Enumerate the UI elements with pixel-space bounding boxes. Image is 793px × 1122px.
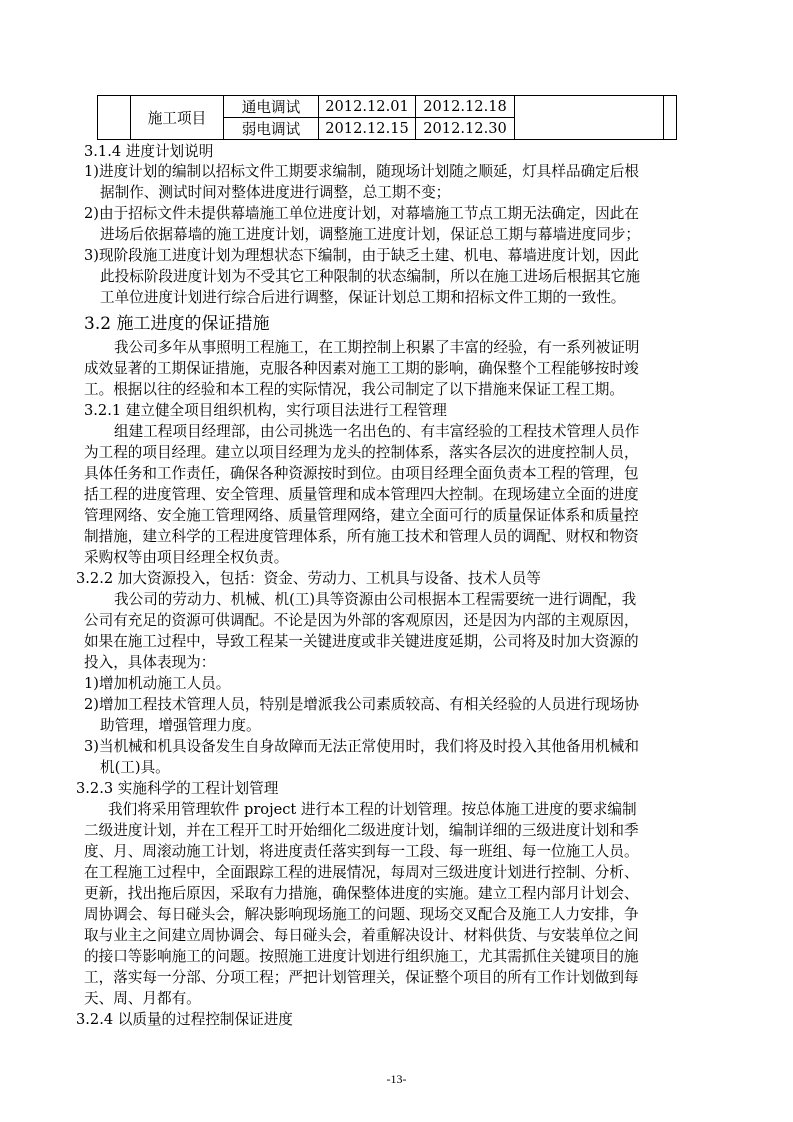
paragraph-line: 我公司多年从事照明工程施工，在工期控制上积累了丰富的经验，有一系列被证明 bbox=[114, 339, 640, 356]
section-heading-3-2-2: 3.2.2 加大资源投入，包括：资金、劳动力、工机具与设备、技术人员等 bbox=[76, 570, 541, 587]
paragraph-line: 成效显著的工期保证措施，克服各种因素对施工工期的影响，确保整个工程能够按时竣 bbox=[84, 360, 639, 377]
schedule-table bbox=[97, 95, 677, 140]
paragraph-line: 周协调会、每日碰头会，解决影响现场施工的问题、现场交叉配合及施工人力安排，争 bbox=[84, 906, 639, 923]
paragraph-line: 投入，具体表现为： bbox=[84, 654, 216, 671]
list-item: 2)增加工程技术管理人员，特别是增派我公司素质较高、有相关经验的人员进行现场协 bbox=[84, 696, 639, 713]
paragraph-line: 工单位进度计划进行综合后进行调整，保证计划总工期和招标文件工期的一致性。 bbox=[100, 289, 626, 306]
table-cell-blank bbox=[515, 96, 664, 140]
table-cell-item: 通电调试 bbox=[224, 96, 319, 118]
list-item: 3)当机械和机具设备发生自身故障而无法正常使用时，我们将及时投入其他备用机械和 bbox=[84, 738, 639, 755]
table-cell-category: 施工项目 bbox=[131, 96, 224, 140]
paragraph-line: 更新，找出拖后原因，采取有力措施，确保整体进度的实施。建立工程内部月计划会、 bbox=[84, 885, 639, 902]
table-cell-start: 2012.12.15 bbox=[319, 118, 416, 140]
paragraph-line: 括工程的进度管理、安全管理、质量管理和成本管理四大控制。在现场建立全面的进度 bbox=[84, 486, 639, 503]
list-item-continuation: 机(工)具。 bbox=[100, 759, 170, 776]
paragraph-line: 为工程的项目经理。建立以项目经理为龙头的控制体系，落实各层次的进度控制人员， bbox=[84, 444, 639, 461]
paragraph-line: 管理网络、安全施工管理网络、质量管理网络，建立全面可行的质量保证体系和质量控 bbox=[84, 507, 639, 524]
paragraph-line: 此投标阶段进度计划为不受其它工种限制的状态编制，所以在施工进场后根据其它施 bbox=[100, 268, 640, 285]
list-item-continuation: 助管理，增强管理力度。 bbox=[100, 717, 261, 734]
section-heading-3-1-4: 3.1.4 进度计划说明 bbox=[84, 143, 214, 160]
paragraph-line: 度、月、周滚动施工计划，将进度责任落实到每一工段、每一班组、每一位施工人员。 bbox=[84, 843, 639, 860]
paragraph-line: 2)由于招标文件未提供幕墙施工单位进度计划，对幕墙施工节点工期无法确定，因此在 bbox=[84, 205, 639, 222]
page-number: -13- bbox=[386, 1072, 407, 1086]
section-heading-3-2-1: 3.2.1 建立健全项目组织机构，实行项目法进行工程管理 bbox=[84, 402, 447, 419]
paragraph-line: 具体任务和工作责任，确保各种资源按时到位。由项目经理全面负责本工程的管理，包 bbox=[84, 465, 639, 482]
paragraph-line: 工，落实每一分部、分项工程；严把计划管理关，保证整个项目的所有工作计划做到每 bbox=[84, 969, 639, 986]
paragraph-line: 进场后依据幕墙的施工进度计划，调整施工进度计划，保证总工期与幕墙进度同步； bbox=[100, 226, 640, 243]
paragraph-line: 在工程施工过程中，全面跟踪工程的进展情况，每周对三级进度计划进行控制、分析、 bbox=[84, 864, 639, 881]
section-heading-3-2-3: 3.2.3 实施科学的工程计划管理 bbox=[76, 780, 279, 797]
paragraph-line: 取与业主之间建立周协调会、每日碰头会，着重解决设计、材料供货、与安装单位之间 bbox=[84, 927, 639, 944]
paragraph-line: 如果在施工过程中，导致工程某一关键进度或非关键进度延期，公司将及时加大资源的 bbox=[84, 633, 639, 650]
paragraph-line: 工。根据以往的经验和本工程的实际情况，我公司制定了以下措施来保证工程工期。 bbox=[84, 381, 624, 398]
section-heading-3-2: 3.2 施工进度的保证措施 bbox=[84, 314, 270, 334]
section-heading-3-2-4: 3.2.4 以质量的过程控制保证进度 bbox=[76, 1011, 293, 1028]
paragraph-line: 1)进度计划的编制以招标文件工期要求编制，随现场计划随之顺延，灯具样品确定后根 bbox=[84, 163, 639, 180]
paragraph-line: 的接口等影响施工的问题。按照施工进度计划进行组织施工，尤其需抓住关键项目的施 bbox=[84, 948, 639, 965]
table-cell-end: 2012.12.30 bbox=[416, 118, 515, 140]
paragraph-line: 组建工程项目经理部，由公司挑选一名出色的、有丰富经验的工程技术管理人员作 bbox=[114, 423, 640, 440]
paragraph-line: 制措施，建立科学的工程进度管理体系，所有施工技术和管理人员的调配、财权和物资 bbox=[84, 528, 639, 545]
paragraph-line: 公司有充足的资源可供调配。不论是因为外部的客观原因，还是因为内部的主观原因， bbox=[84, 612, 639, 629]
paragraph-line: 二级进度计划，并在工程开工时开始细化二级进度计划，编制详细的三级进度计划和季 bbox=[84, 822, 639, 839]
paragraph-line: 采购权等由项目经理全权负责。 bbox=[84, 549, 289, 566]
paragraph-line: 我公司的劳动力、机械、机(工)具等资源由公司根据本工程需要统一进行调配，我 bbox=[114, 591, 637, 608]
list-item: 1)增加机动施工人员。 bbox=[84, 675, 231, 692]
table-cell-start: 2012.12.01 bbox=[319, 96, 416, 118]
table-cell-blank bbox=[98, 96, 131, 140]
table-cell-blank bbox=[664, 96, 677, 140]
table-cell-item: 弱电调试 bbox=[224, 118, 319, 140]
paragraph-line: 据制作、测试时间对整体进度进行调整，总工期不变； bbox=[100, 184, 451, 201]
table-row bbox=[98, 96, 677, 118]
paragraph-line: 3)现阶段施工进度计划为理想状态下编制，由于缺乏土建、机电、幕墙进度计划，因此 bbox=[84, 247, 639, 264]
paragraph-line: 我们将采用管理软件 project 进行本工程的计划管理。按总体施工进度的要求编制 bbox=[108, 801, 637, 818]
paragraph-line: 天、周、月都有。 bbox=[84, 990, 201, 1007]
table-cell-end: 2012.12.18 bbox=[416, 96, 515, 118]
